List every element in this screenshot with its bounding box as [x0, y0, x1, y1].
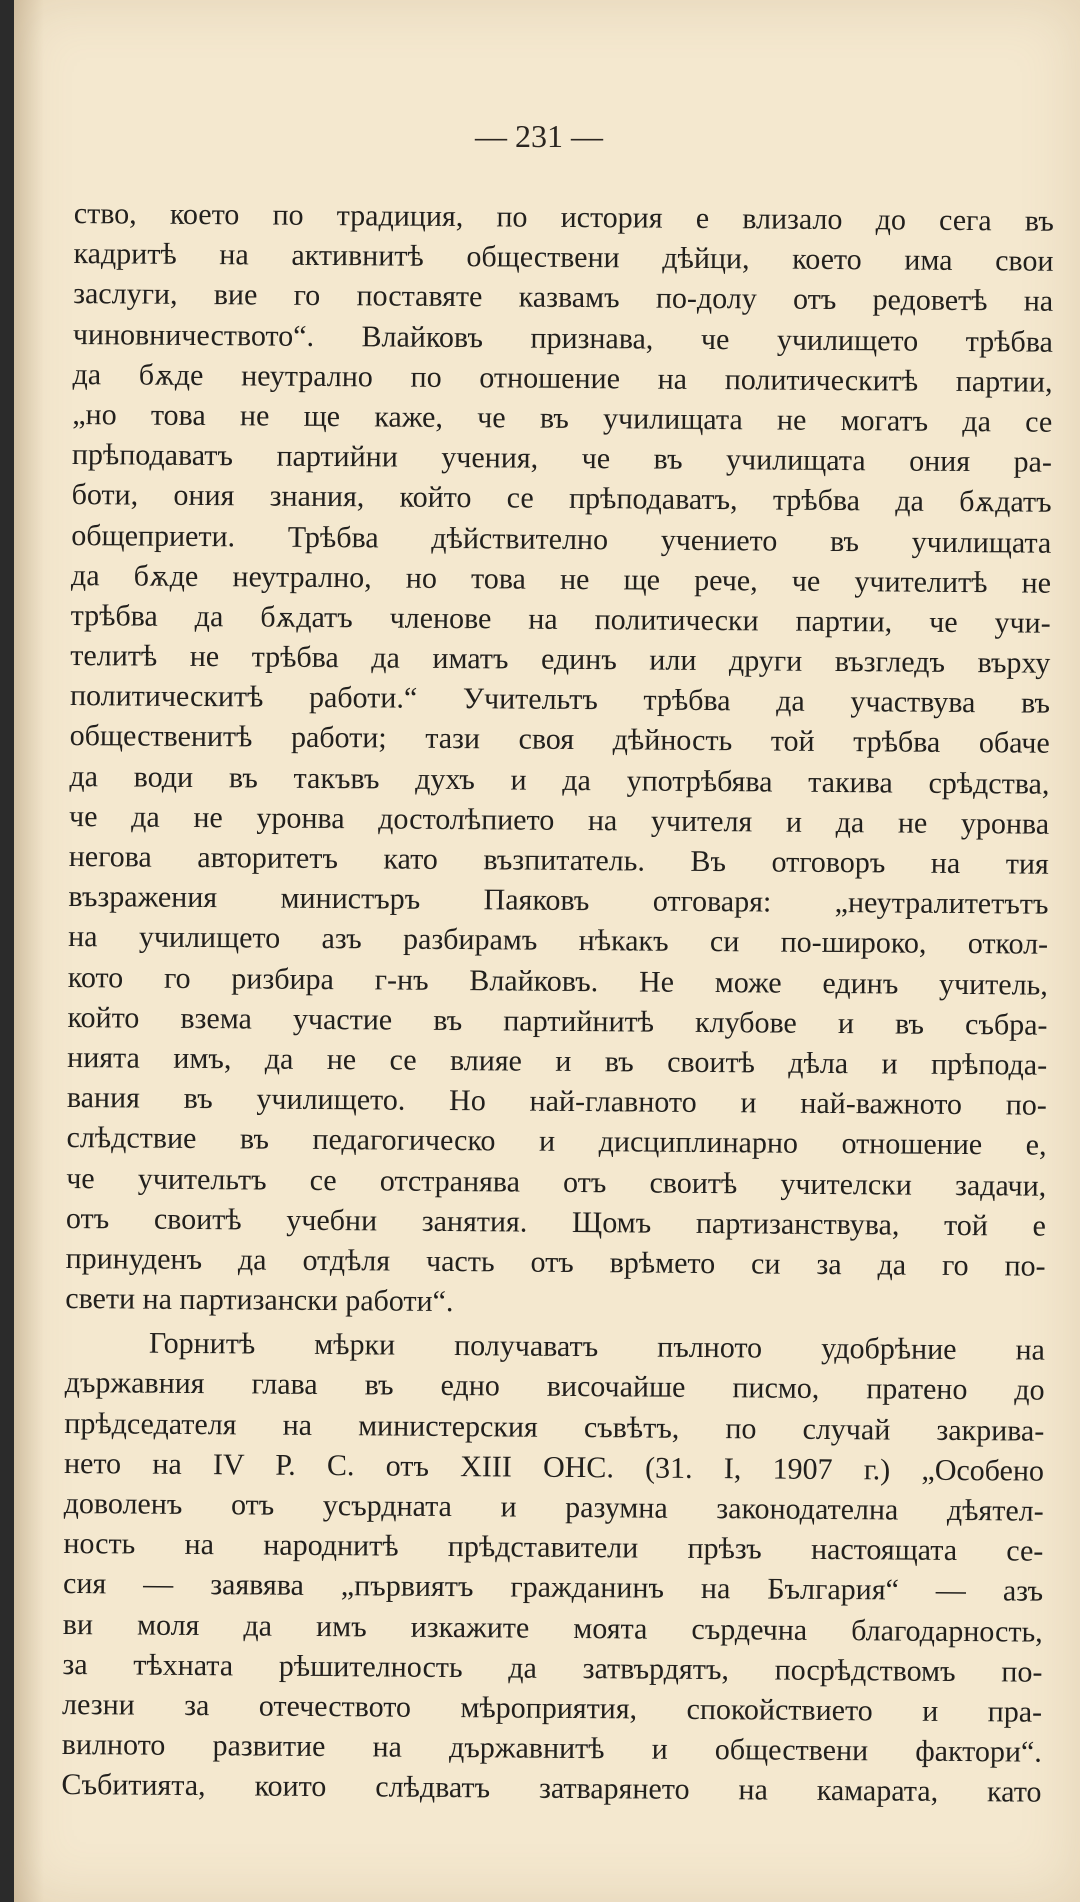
text-line: кадритѣ на активнитѣ обществени дѣйци, което има свои	[73, 237, 1054, 278]
text-line: държавния глава въ едно височайше писмо, пратено до	[64, 1366, 1045, 1408]
text-line: вания въ училището. Но най-главното и най-важното по-	[66, 1081, 1048, 1122]
text-line: че учительтъ се отстранява отъ своитѣ учителски задачи,	[66, 1161, 1047, 1203]
text-line: чиновничеството“. Влайковъ признава, че училището трѣбва	[72, 317, 1053, 359]
text-line: трѣбва да бѫдатъ членове на политически партии, че учи-	[70, 598, 1051, 640]
text-line: да бѫде неутрално, но това не ще рече, че учителитѣ не	[70, 558, 1052, 600]
text-line: нето на IV Р. С. отъ XIII ОНС. (31. I, 1907 г.) „Особено	[63, 1446, 1045, 1488]
text-line: заслуги, вие го поставяте казвамъ по-долу отъ редоветѣ на	[73, 277, 1054, 319]
text-line: „но това не ще каже, че въ училищата не могатъ да се	[72, 397, 1053, 439]
text-line: негова авторитетъ като възпитатель. Въ отговоръ на тия	[68, 839, 1049, 881]
text-line: нията имъ, да не се влияе и въ своитѣ дѣла и прѣпода-	[67, 1040, 1048, 1082]
text-line: общественитѣ работи; тази своя дѣйность той трѣбва обаче	[69, 719, 1050, 761]
book-page	[14, 0, 1080, 1902]
text-line: политическитѣ работи.“ Учительтъ трѣбва да участвува въ	[69, 679, 1051, 720]
text-line: прѣподаватъ партийни учения, че въ училищата ония ра-	[71, 438, 1053, 479]
text-line: на училището азъ разбирамъ нѣкакъ си по-широко, откол-	[68, 920, 1049, 962]
text-line: че да не уронва достолѣпието на учителя и да не уронва	[68, 799, 1050, 841]
text-body	[61, 194, 1054, 1813]
text-line: кото го ризбира г-нъ Влайковъ. Не може единъ учитель,	[67, 960, 1048, 1002]
text-line: възражения министъръ Паяковъ отговаря: „неутралитетътъ	[68, 880, 1049, 921]
paragraph-start-line: Горнитѣ мѣрки получаватъ пълното удобрѣние на	[148, 1326, 1046, 1367]
text-line: да води въ такъвъ духъ и да употрѣбява такива срѣдства,	[69, 759, 1050, 801]
text-line: ство, което по традиция, по история е влизало до сега въ	[73, 196, 1054, 238]
text-line: боти, ония знания, който се прѣподаватъ, трѣбва да бѫдатъ	[71, 478, 1052, 519]
text-line: прѣдседателя на министерския съвѣтъ, по случай закрива-	[64, 1406, 1045, 1448]
page-number: — 231 —	[475, 118, 603, 154]
text-line: телитѣ не трѣбва да иматъ единъ или други възгледъ върху	[70, 639, 1051, 680]
text-line: за тѣхната рѣшителность да затвърдятъ, посрѣдствомъ по-	[62, 1647, 1043, 1689]
text-line: сия — заявява „първиятъ гражданинъ на България“ — азъ	[62, 1567, 1044, 1609]
text-line: отъ своитѣ учебни занятия. Щомъ партизанствува, той е	[65, 1201, 1047, 1243]
text-line: общеприети. Трѣбва дѣйствително учението въ училищата	[71, 518, 1052, 560]
paragraph-end-line: свети на партизански работи“.	[65, 1282, 454, 1319]
text-line: ность на народнитѣ прѣдставители прѣзъ настоящата се-	[63, 1527, 1044, 1568]
text-line: ви моля да имъ изкажите моята сърдечна благодарность,	[62, 1607, 1043, 1649]
text-line: който взема участие въ партийнитѣ клубове и въ събра-	[67, 1000, 1048, 1042]
text-line: слѣдствие въ педагогическо и дисциплинарно отношение е,	[66, 1121, 1047, 1162]
text-line: лезни за отечеството мѣроприятия, спокойствието и пра-	[62, 1687, 1043, 1729]
text-line: да бѫде неутрално по отношение на политическитѣ партии,	[72, 357, 1053, 399]
text-line: доволенъ отъ усърдната и разумна законодателна дѣятел-	[63, 1486, 1044, 1528]
text-line: вилното развитие на държавнитѣ и обществени фактори“.	[61, 1728, 1042, 1769]
text-line: принуденъ да отдѣля часть отъ врѣмето си за да го по-	[65, 1241, 1046, 1283]
text-line: Събитията, които слѣдватъ затварянето на камарата, като	[61, 1768, 1042, 1809]
